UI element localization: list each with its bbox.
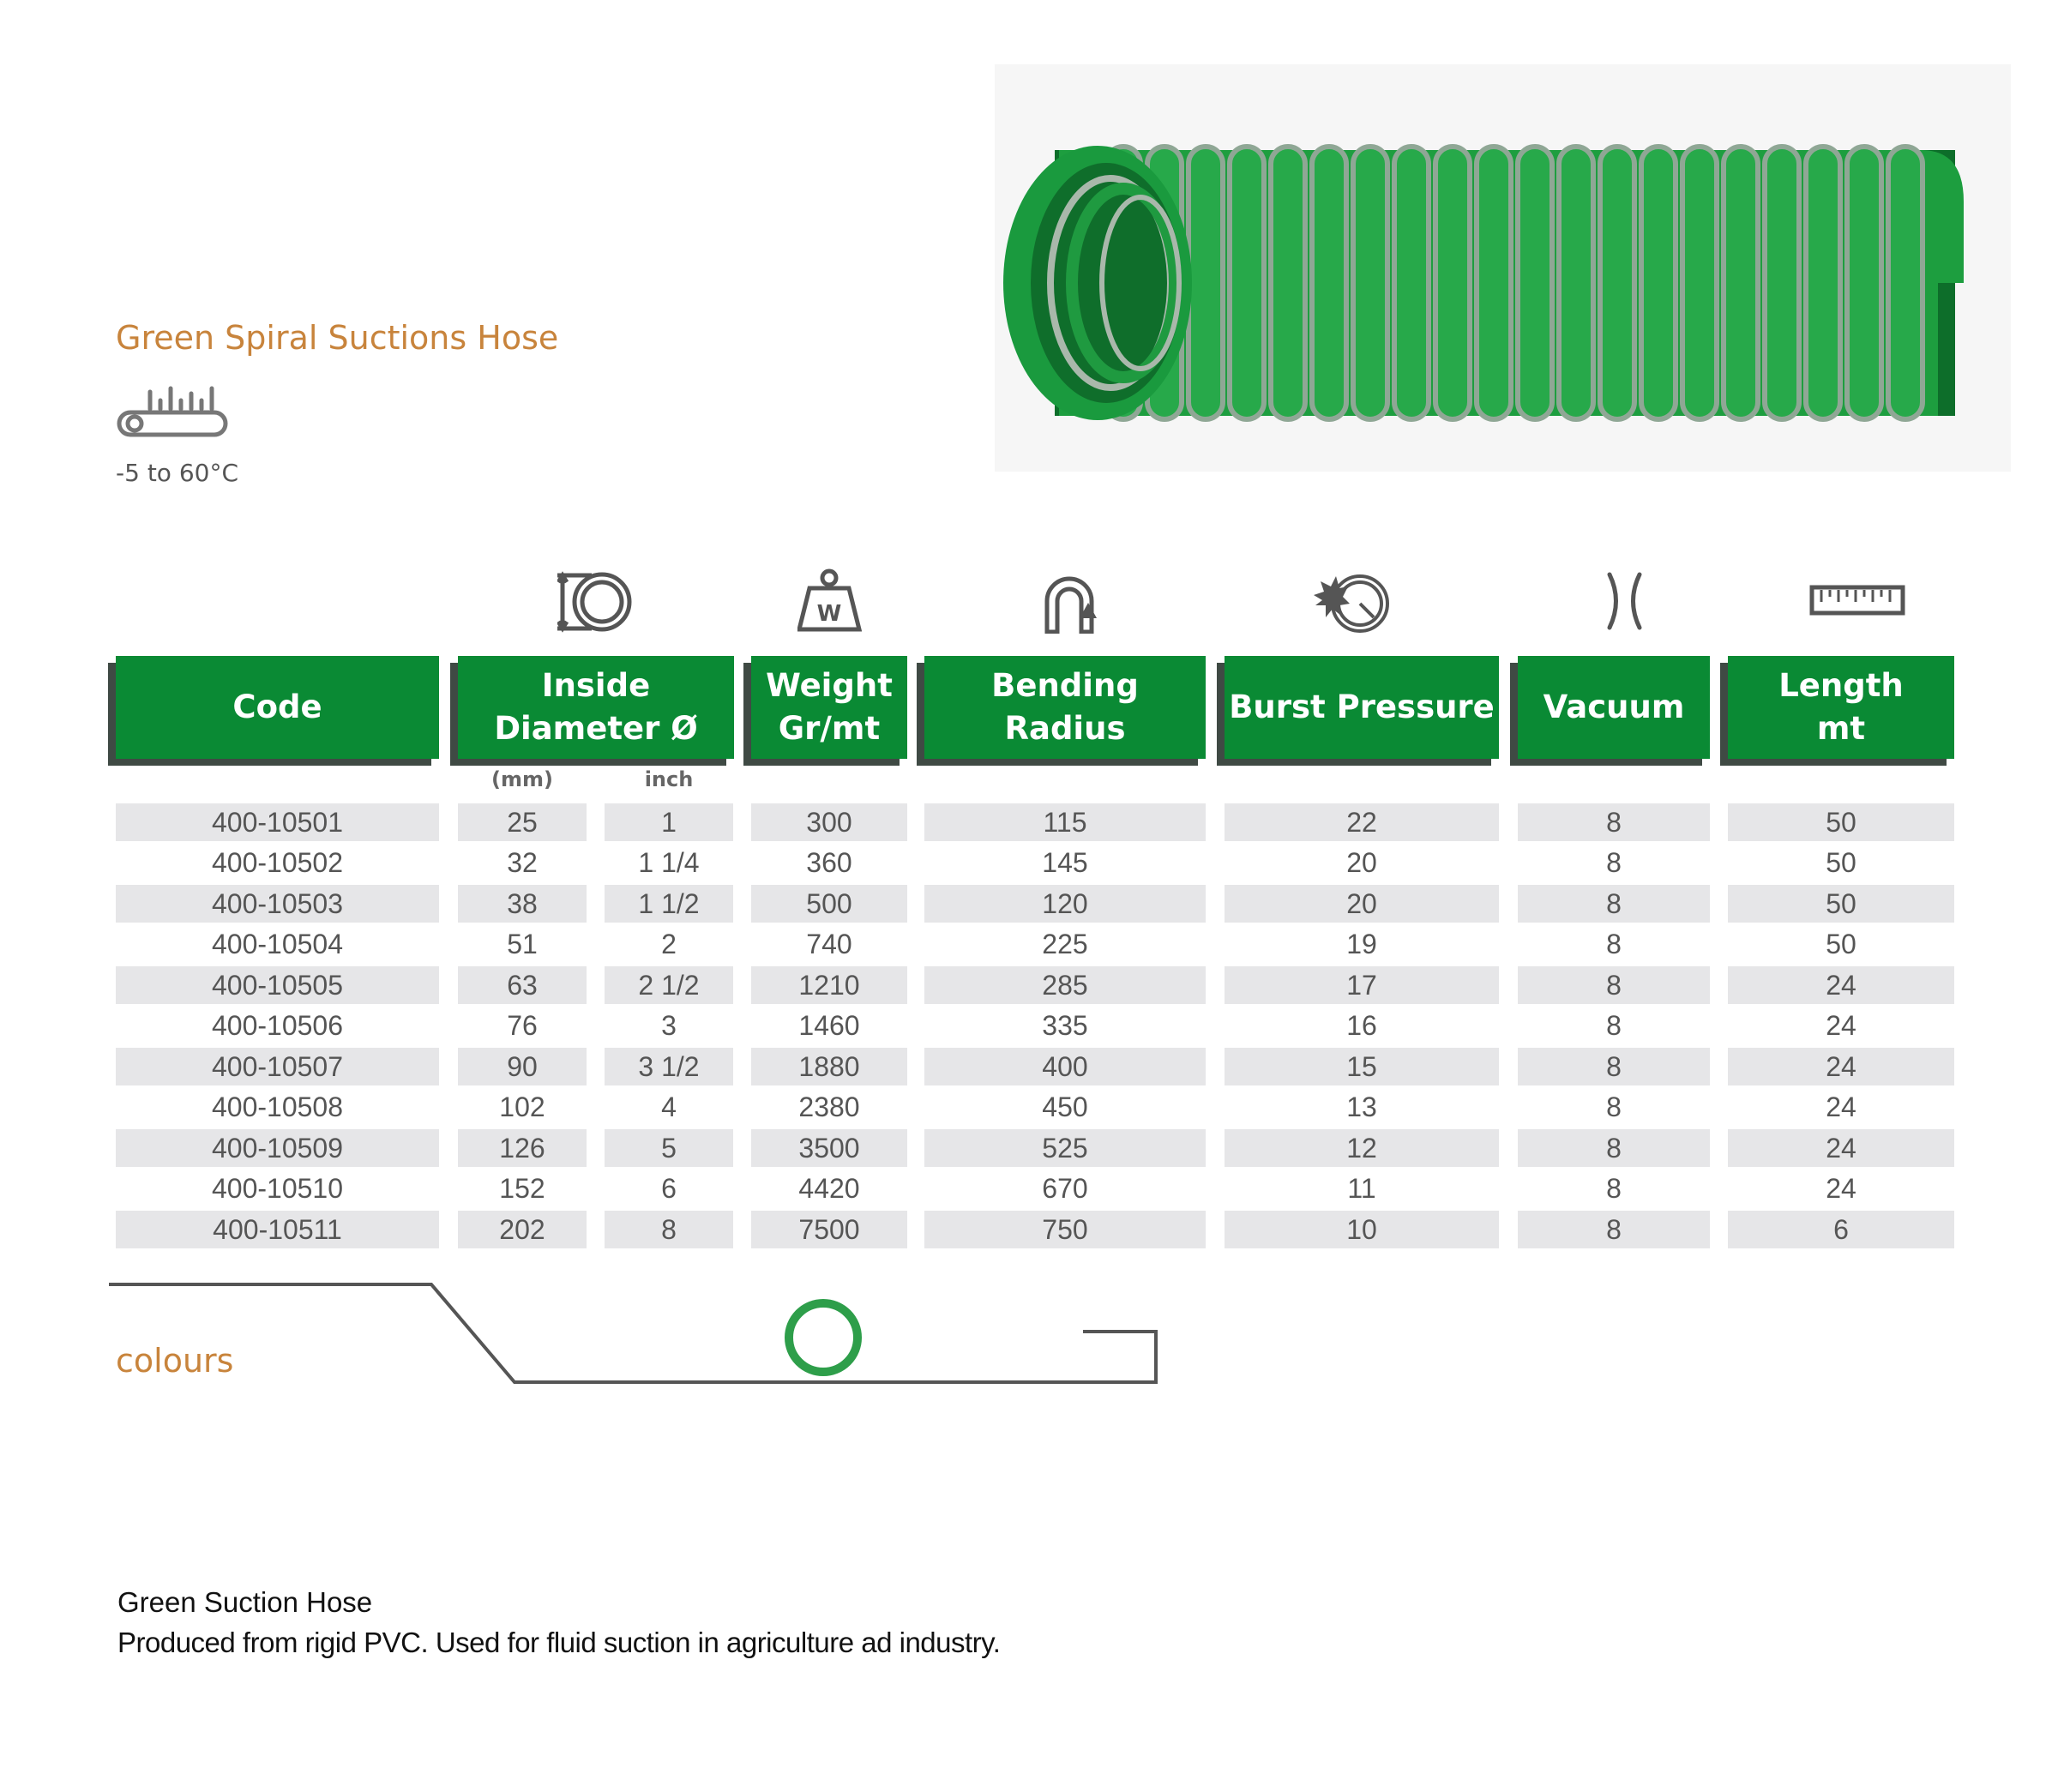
cell-vacuum: 8 (1606, 1091, 1622, 1122)
cell-bending: 750 (924, 1211, 1206, 1248)
product-title: Green Spiral Suctions Hose (116, 319, 559, 357)
cell-length: 50 (1728, 803, 1954, 841)
description-text: Produced from rigid PVC. Used for fluid suction in agriculture ad industry. (117, 1627, 1001, 1658)
cell-bending: 120 (924, 885, 1206, 923)
header-burst-pressure: Burst Pressure (1225, 656, 1499, 759)
cell-burst: 11 (1347, 1173, 1376, 1204)
cell-vacuum: 8 (1518, 1211, 1710, 1248)
cell-length: 50 (1826, 847, 1856, 878)
weight-icon (797, 568, 862, 634)
cell-weight: 1460 (798, 1010, 860, 1041)
cell-mm: 90 (458, 1048, 587, 1085)
cell-weight: 1210 (751, 966, 907, 1004)
temperature-range: -5 to 60°C (116, 459, 239, 487)
cell-length: 50 (1728, 885, 1954, 923)
cell-vacuum: 8 (1606, 1173, 1622, 1204)
cell-bending: 335 (1042, 1010, 1088, 1041)
cell-bending: 225 (1042, 929, 1088, 959)
cell-inch: 2 1/2 (605, 966, 733, 1004)
cell-code: 400-10501 (116, 803, 439, 841)
cell-burst: 15 (1225, 1048, 1499, 1085)
burst-pressure-icon (1312, 566, 1393, 636)
cell-bending: 670 (1042, 1173, 1088, 1204)
cell-burst: 12 (1225, 1129, 1499, 1167)
colours-divider (107, 1278, 1166, 1393)
cell-bending: 115 (924, 803, 1206, 841)
vacuum-icon (1605, 570, 1644, 632)
header-length: Length mt (1728, 656, 1954, 759)
cell-length: 24 (1826, 1091, 1856, 1122)
cell-vacuum: 8 (1518, 1048, 1710, 1085)
cell-length: 50 (1826, 929, 1856, 959)
cell-inch: 4 (661, 1091, 677, 1122)
header-bending-radius: Bending Radius (924, 656, 1206, 759)
cell-weight: 7500 (751, 1211, 907, 1248)
cell-length: 24 (1728, 966, 1954, 1004)
cell-weight: 300 (751, 803, 907, 841)
bending-radius-icon (1042, 572, 1098, 634)
cell-vacuum: 8 (1518, 803, 1710, 841)
cell-mm: 126 (458, 1129, 587, 1167)
header-vacuum: Vacuum (1518, 656, 1710, 759)
cell-inch: 3 1/2 (605, 1048, 733, 1085)
cell-weight: 740 (806, 929, 852, 959)
cell-mm: 202 (458, 1211, 587, 1248)
cell-burst: 19 (1346, 929, 1377, 959)
cell-weight: 4420 (798, 1173, 860, 1204)
cell-vacuum: 8 (1606, 847, 1622, 878)
cell-code: 400-10507 (116, 1048, 439, 1085)
cell-code: 400-10505 (116, 966, 439, 1004)
cell-inch: 1 1/4 (638, 847, 700, 878)
cell-burst: 16 (1346, 1010, 1377, 1041)
cell-burst: 22 (1225, 803, 1499, 841)
cell-code: 400-10503 (116, 885, 439, 923)
cell-inch: 6 (661, 1173, 677, 1204)
subheader-mm: (mm) (491, 767, 553, 791)
cell-mm: 102 (499, 1091, 545, 1122)
cell-burst: 10 (1225, 1211, 1499, 1248)
subheader-inch: inch (644, 767, 694, 791)
cell-mm: 76 (507, 1010, 538, 1041)
cell-code: 400-10511 (116, 1211, 439, 1248)
cell-burst: 13 (1346, 1091, 1377, 1122)
header-weight: Weight Gr/mt (751, 656, 907, 759)
cell-burst: 20 (1225, 885, 1499, 923)
cell-vacuum: 8 (1518, 885, 1710, 923)
hose-image (995, 64, 2011, 472)
cell-burst: 20 (1346, 847, 1377, 878)
cell-code: 400-10502 (211, 847, 344, 878)
cell-bending: 400 (924, 1048, 1206, 1085)
cell-mm: 25 (458, 803, 587, 841)
cell-length: 6 (1728, 1211, 1954, 1248)
cell-weight: 2380 (798, 1091, 860, 1122)
cell-burst: 17 (1225, 966, 1499, 1004)
cell-inch: 3 (661, 1010, 677, 1041)
cell-mm: 38 (458, 885, 587, 923)
cell-bending: 450 (1042, 1091, 1088, 1122)
cell-bending: 145 (1042, 847, 1088, 878)
cell-inch: 8 (605, 1211, 733, 1248)
thermometer-icon (116, 382, 232, 442)
cell-length: 24 (1826, 1173, 1856, 1204)
colours-label: colours (116, 1342, 234, 1380)
cell-inch: 5 (605, 1129, 733, 1167)
cell-mm: 152 (499, 1173, 545, 1204)
cell-vacuum: 8 (1518, 966, 1710, 1004)
inside-diameter-icon (557, 570, 639, 634)
cell-inch: 1 1/2 (605, 885, 733, 923)
cell-vacuum: 8 (1606, 929, 1622, 959)
cell-mm: 63 (458, 966, 587, 1004)
colour-swatch-green (780, 1295, 866, 1380)
cell-inch: 2 (661, 929, 677, 959)
cell-weight: 1880 (751, 1048, 907, 1085)
cell-bending: 525 (924, 1129, 1206, 1167)
cell-code: 400-10504 (211, 929, 344, 959)
ruler-icon (1809, 585, 1905, 616)
header-code: Code (116, 656, 439, 759)
cell-mm: 32 (507, 847, 538, 878)
cell-code: 400-10510 (211, 1173, 344, 1204)
cell-inch: 1 (605, 803, 733, 841)
description-title: Green Suction Hose (117, 1586, 373, 1618)
cell-code: 400-10508 (211, 1091, 344, 1122)
cell-weight: 360 (806, 847, 852, 878)
cell-mm: 51 (507, 929, 538, 959)
cell-length: 24 (1826, 1010, 1856, 1041)
cell-code: 400-10509 (116, 1129, 439, 1167)
header-inside-diameter: Inside Diameter Ø (458, 656, 734, 759)
svg-text:W: W (816, 601, 842, 627)
cell-code: 400-10506 (211, 1010, 344, 1041)
cell-vacuum: 8 (1518, 1129, 1710, 1167)
cell-weight: 500 (751, 885, 907, 923)
cell-length: 24 (1728, 1129, 1954, 1167)
cell-vacuum: 8 (1606, 1010, 1622, 1041)
cell-bending: 285 (924, 966, 1206, 1004)
cell-weight: 3500 (751, 1129, 907, 1167)
cell-length: 24 (1728, 1048, 1954, 1085)
